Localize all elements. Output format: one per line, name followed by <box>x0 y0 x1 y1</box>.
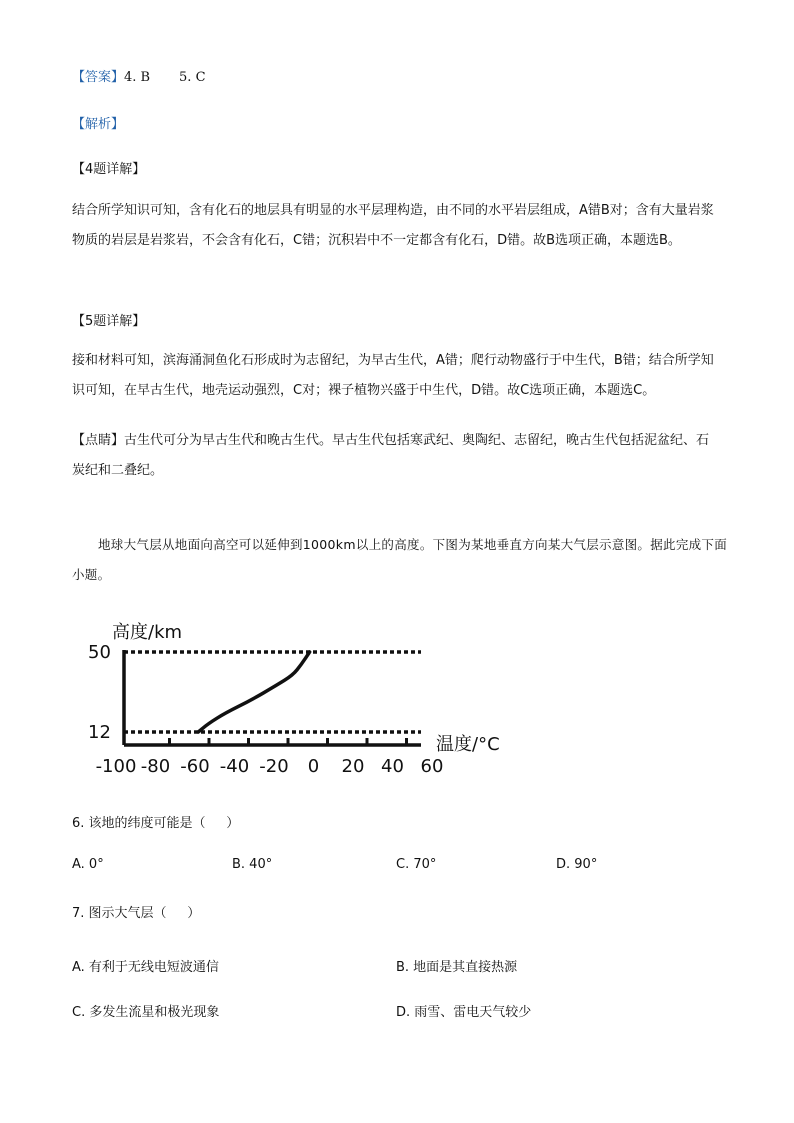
x-tick-label: -20 <box>259 756 289 777</box>
q7-stem: 7. 图示大气层（ ） <box>72 906 201 921</box>
x-tick-label: 40 <box>381 756 404 777</box>
x-tick-label: -100 <box>95 756 137 777</box>
q4-detail-text: 结合所学知识可知，含有化石的地层具有明显的水平层理构造，由不同的水平岩层组成，A错B对；含有大量岩浆物质的岩层是岩浆岩，不会含有化石，C错；沉积岩中不一定都含有化石，D错。故B选项正确，本题选B。 <box>72 203 714 248</box>
q6-option-c[interactable]: C. 70° <box>396 857 437 872</box>
x-axis-label: 温度/°C <box>436 734 500 755</box>
temperature-curve <box>198 652 309 732</box>
q5-detail-text: 接和材料可知，滨海涌洞鱼化石形成时为志留纪，为早古生代，A错；爬行动物盛行于中生代，B错；结合所学知识可知，在早古生代，地壳运动强烈，C对；裸子植物兴盛于中生代，D错。故C选项正确，本题选C。 <box>72 353 714 398</box>
q6-stem: 6. 该地的纬度可能是（ ） <box>72 816 240 831</box>
y-tick-label: 12 <box>88 722 111 743</box>
material-intro: 地球大气层从地面向高空可以延伸到1000km以上的高度。下图为某地垂直方向某大气层示意图。据此完成下面小题。 <box>72 537 728 582</box>
answer-text: 4. B 5. C <box>124 70 206 85</box>
x-tick-label: -60 <box>180 756 210 777</box>
q6-option-d[interactable]: D. 90° <box>556 857 598 872</box>
atmosphere-temperature-chart <box>86 612 546 782</box>
q7-option-d[interactable]: D. 雨雪、雷电天气较少 <box>396 1005 532 1020</box>
x-tick-label: 0 <box>307 756 320 777</box>
q7-option-a[interactable]: A. 有利于无线电短波通信 <box>72 960 219 975</box>
answer-line <box>72 66 206 85</box>
x-tick-label: -80 <box>140 756 171 777</box>
q4-detail-label: 【4题详解】 <box>72 162 146 177</box>
answer-label: 【答案】 <box>72 70 125 85</box>
q7-option-c[interactable]: C. 多发生流星和极光现象 <box>72 1005 220 1020</box>
highlight-text: 古生代可分为早古生代和晚古生代。早古生代包括寒武纪、奥陶纪、志留纪，晚古生代包括泥盆纪、石炭纪和二叠纪。 <box>72 433 710 478</box>
q6-option-b[interactable]: B. 40° <box>232 857 273 872</box>
x-tick-label: 60 <box>420 756 444 777</box>
x-tick-label: 20 <box>341 756 365 777</box>
x-tick-label: -40 <box>219 756 250 777</box>
q5-detail-label: 【5题详解】 <box>72 314 146 329</box>
analysis-label: 【解析】 <box>72 117 125 132</box>
y-axis-label: 高度/km <box>112 622 183 643</box>
q7-option-b[interactable]: B. 地面是其直接热源 <box>396 960 518 975</box>
q6-option-a[interactable]: A. 0° <box>72 857 104 872</box>
y-tick-label: 50 <box>88 642 111 663</box>
highlight-block <box>72 426 722 486</box>
highlight-label: 【点睛】 <box>72 433 125 448</box>
